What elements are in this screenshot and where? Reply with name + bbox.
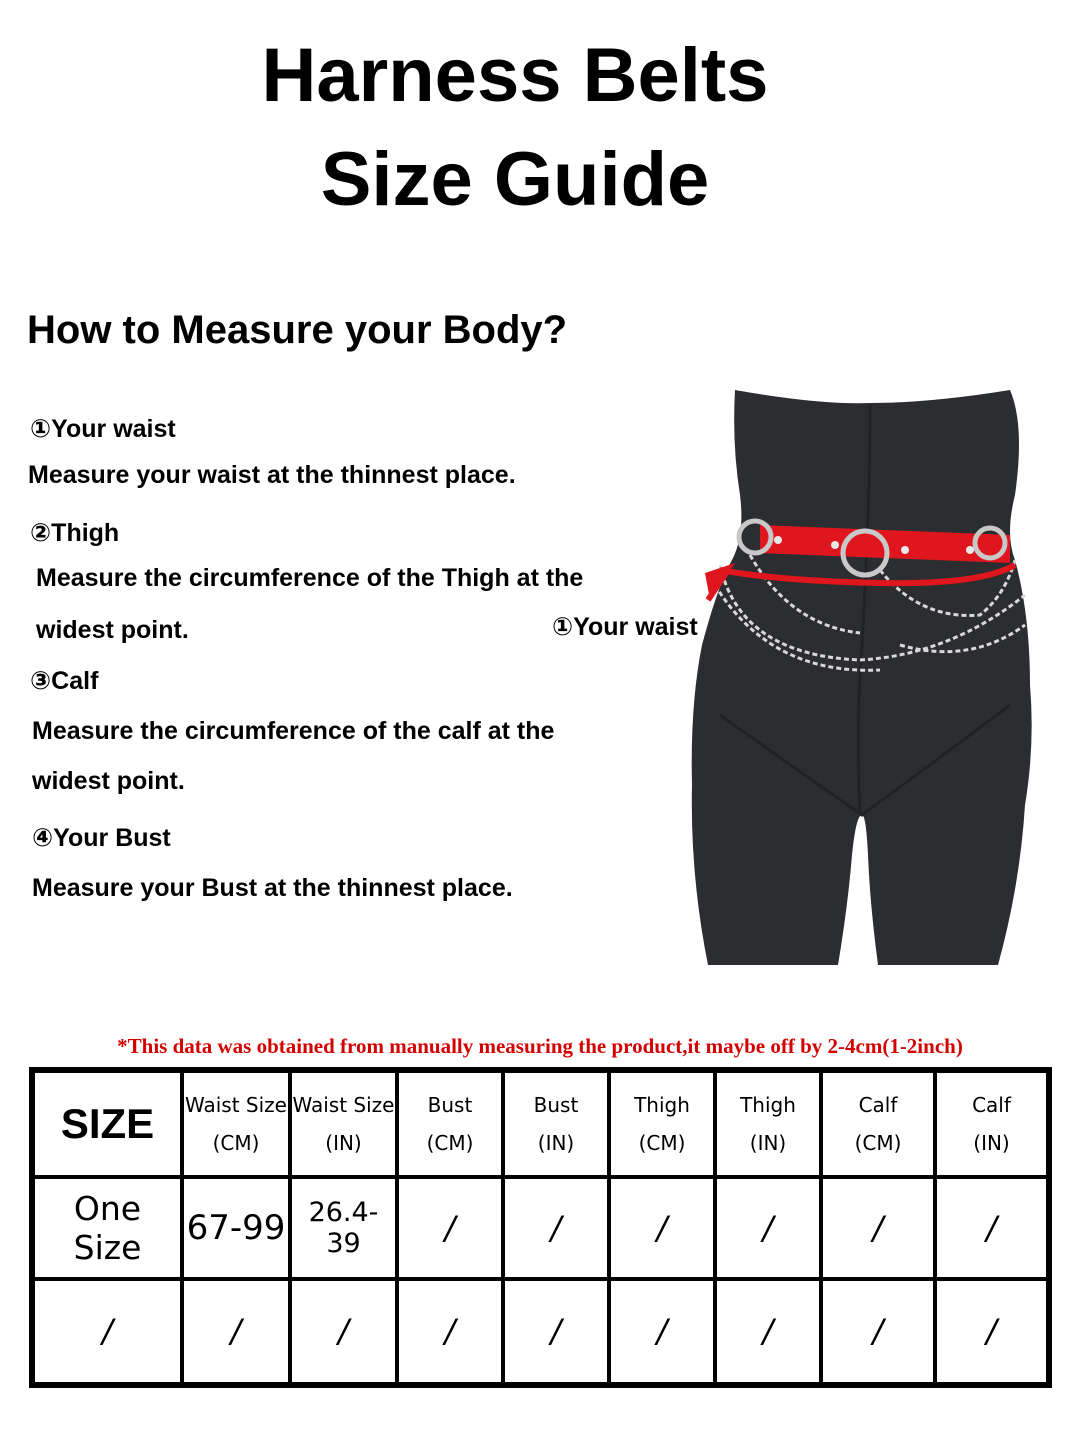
- header-bust-cm: Bust (CM): [397, 1070, 503, 1177]
- waist-instruction: Measure your waist at the thinnest place.: [28, 461, 516, 489]
- table-cell: 26.4-39: [290, 1177, 397, 1278]
- header-waist-cm: Waist Size (CM): [182, 1070, 290, 1177]
- header-thigh-in: Thigh (IN): [715, 1070, 821, 1177]
- table-cell: /: [397, 1279, 503, 1385]
- title-line-2: Size Guide: [320, 137, 710, 222]
- table-cell: /: [935, 1177, 1049, 1278]
- thigh-instruction-line-2: widest point.: [36, 616, 189, 644]
- table-cell: /: [609, 1177, 715, 1278]
- table-row: [32, 1279, 1049, 1385]
- size-table: [29, 1067, 1052, 1388]
- row-size: One Size: [32, 1177, 182, 1278]
- table-cell: /: [715, 1279, 821, 1385]
- waist-callout-label: ①Your waist: [552, 613, 698, 641]
- thigh-label: ②Thigh: [30, 519, 120, 547]
- table-cell: /: [609, 1279, 715, 1385]
- how-to-measure-heading: How to Measure your Body?: [27, 308, 568, 352]
- header-calf-cm: Calf (CM): [821, 1070, 935, 1177]
- header-calf-in: Calf (IN): [935, 1070, 1049, 1177]
- table-cell: /: [935, 1279, 1049, 1385]
- waist-label: ①Your waist: [30, 415, 176, 443]
- table-cell: /: [503, 1177, 609, 1278]
- title-line-1: Harness Belts: [261, 33, 769, 118]
- bust-label: ④Your Bust: [32, 824, 171, 852]
- table-cell: /: [290, 1279, 397, 1385]
- mannequin-image: [680, 385, 1080, 970]
- table-cell: /: [821, 1279, 935, 1385]
- table-header-row: [32, 1070, 1049, 1177]
- header-thigh-cm: Thigh (CM): [609, 1070, 715, 1177]
- table-cell: /: [715, 1177, 821, 1278]
- thigh-instruction-line-1: Measure the circumference of the Thigh at the: [36, 564, 584, 592]
- row-size: /: [32, 1279, 182, 1385]
- bust-instruction: Measure your Bust at the thinnest place.: [32, 874, 513, 902]
- table-cell: /: [182, 1279, 290, 1385]
- table-cell: /: [503, 1279, 609, 1385]
- calf-instruction-line-2: widest point.: [32, 767, 185, 795]
- calf-instruction-line-1: Measure the circumference of the calf at the: [32, 717, 555, 745]
- table-cell: /: [821, 1177, 935, 1278]
- calf-label: ③Calf: [30, 667, 99, 695]
- size-header: SIZE: [32, 1070, 182, 1177]
- measurement-note: *This data was obtained from manually measuring the product,it maybe off by 2-4cm(1-2inch): [117, 1034, 963, 1058]
- mannequin-body: [692, 390, 1032, 965]
- header-bust-in: Bust (IN): [503, 1070, 609, 1177]
- table-cell: 67-99: [182, 1177, 290, 1278]
- header-waist-in: Waist Size (IN): [290, 1070, 397, 1177]
- table-row: [32, 1177, 1049, 1278]
- table-cell: /: [397, 1177, 503, 1278]
